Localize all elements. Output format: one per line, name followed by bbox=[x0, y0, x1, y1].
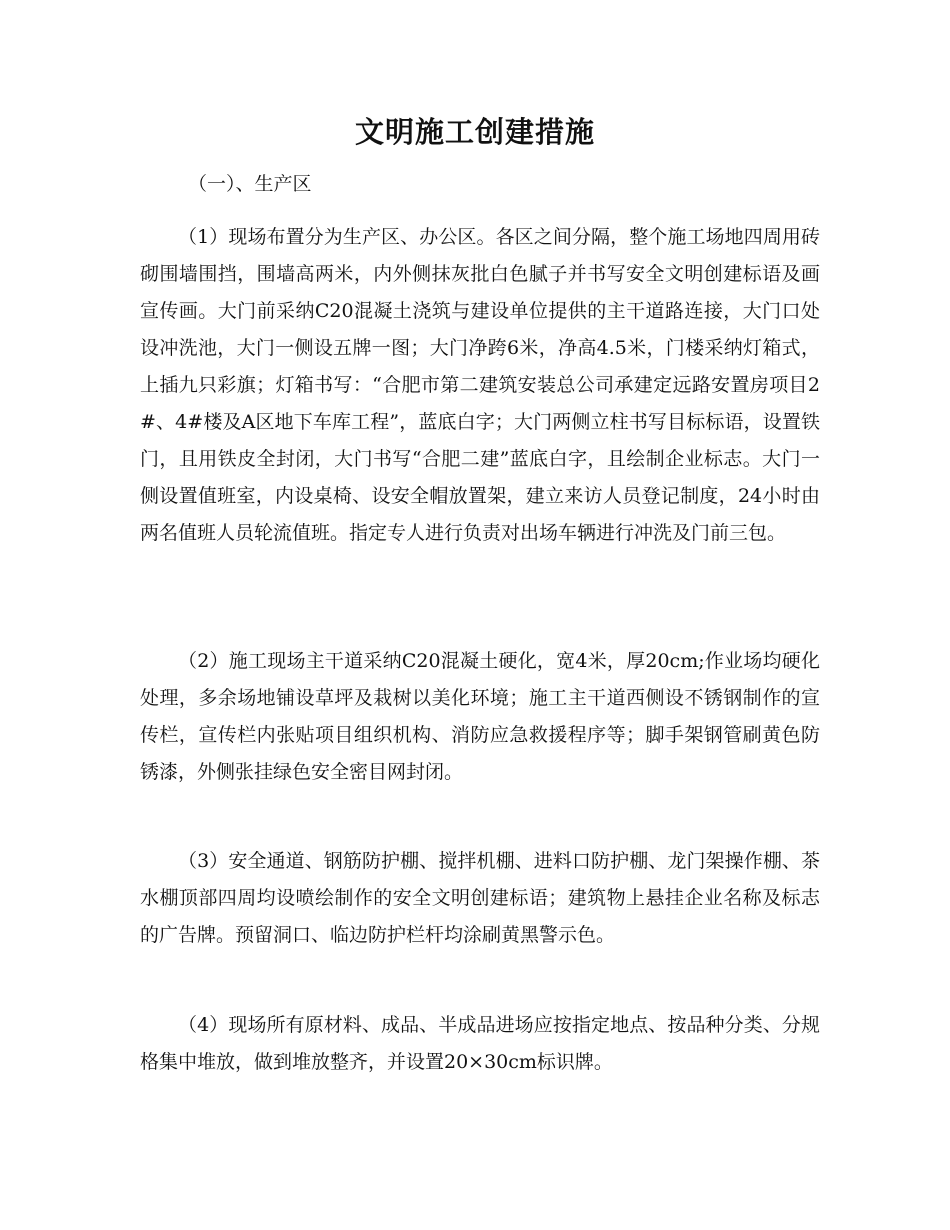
paragraph-3: （3）安全通道、钢筋防护棚、搅拌机棚、进料口防护棚、龙门架操作棚、茶水棚顶部四周均设喷绘制作的安全文明创建标语；建筑物上悬挂企业名称及标志的广告牌。预留洞口、临边防护栏杆均涂刷黄黑警示色。 bbox=[140, 850, 820, 946]
section-heading: （一）、生产区 bbox=[188, 173, 312, 195]
page-title: 文明施工创建措施 bbox=[354, 115, 595, 149]
paragraph-1: （1）现场布置分为生产区、办公区。各区之间分隔，整个施工场地四周用砖砌围墙围挡，围墙高两米，内外侧抹灰批白色腻子并书写安全文明创建标语及画宣传画。大门前采纳C20混凝土浇筑与建设单位提供的主干道路连接，大门口处设冲洗池，大门一侧设五牌一图；大门净跨6米，净高4.5米，门楼采纳灯箱式，上插九只彩旗；灯箱书写：“合肥市第二建筑安装总公司承建定远路安置房项目2#、4#楼及A区地下车库工程”，蓝底白字；大门两侧立柱书写目标标语，设置铁门，且用铁皮全封闭，大门书写“合肥二建”蓝底白字，且绘制企业标志。大门一侧设置值班室，内设桌椅、设安全帽放置架，建立来访人员登记制度，24小时由两名值班人员轮流值班。指定专人进行负责对出场车辆进行冲洗及门前三包。 bbox=[140, 226, 820, 544]
paragraph-4: （4）现场所有原材料、成品、半成品进场应按指定地点、按品种分类、分规格集中堆放，做到堆放整齐，并设置20×30cm标识牌。 bbox=[140, 1014, 820, 1073]
paragraph-2: （2）施工现场主干道采纳C20混凝土硬化，宽4米，厚20cm;作业场均硬化处理，多余场地铺设草坪及栽树以美化环境；施工主干道西侧设不锈钢制作的宣传栏，宣传栏内张贴项目组织机构、消防应急救援程序等；脚手架钢管刷黄色防锈漆，外侧张挂绿色安全密目网封闭。 bbox=[140, 650, 820, 783]
